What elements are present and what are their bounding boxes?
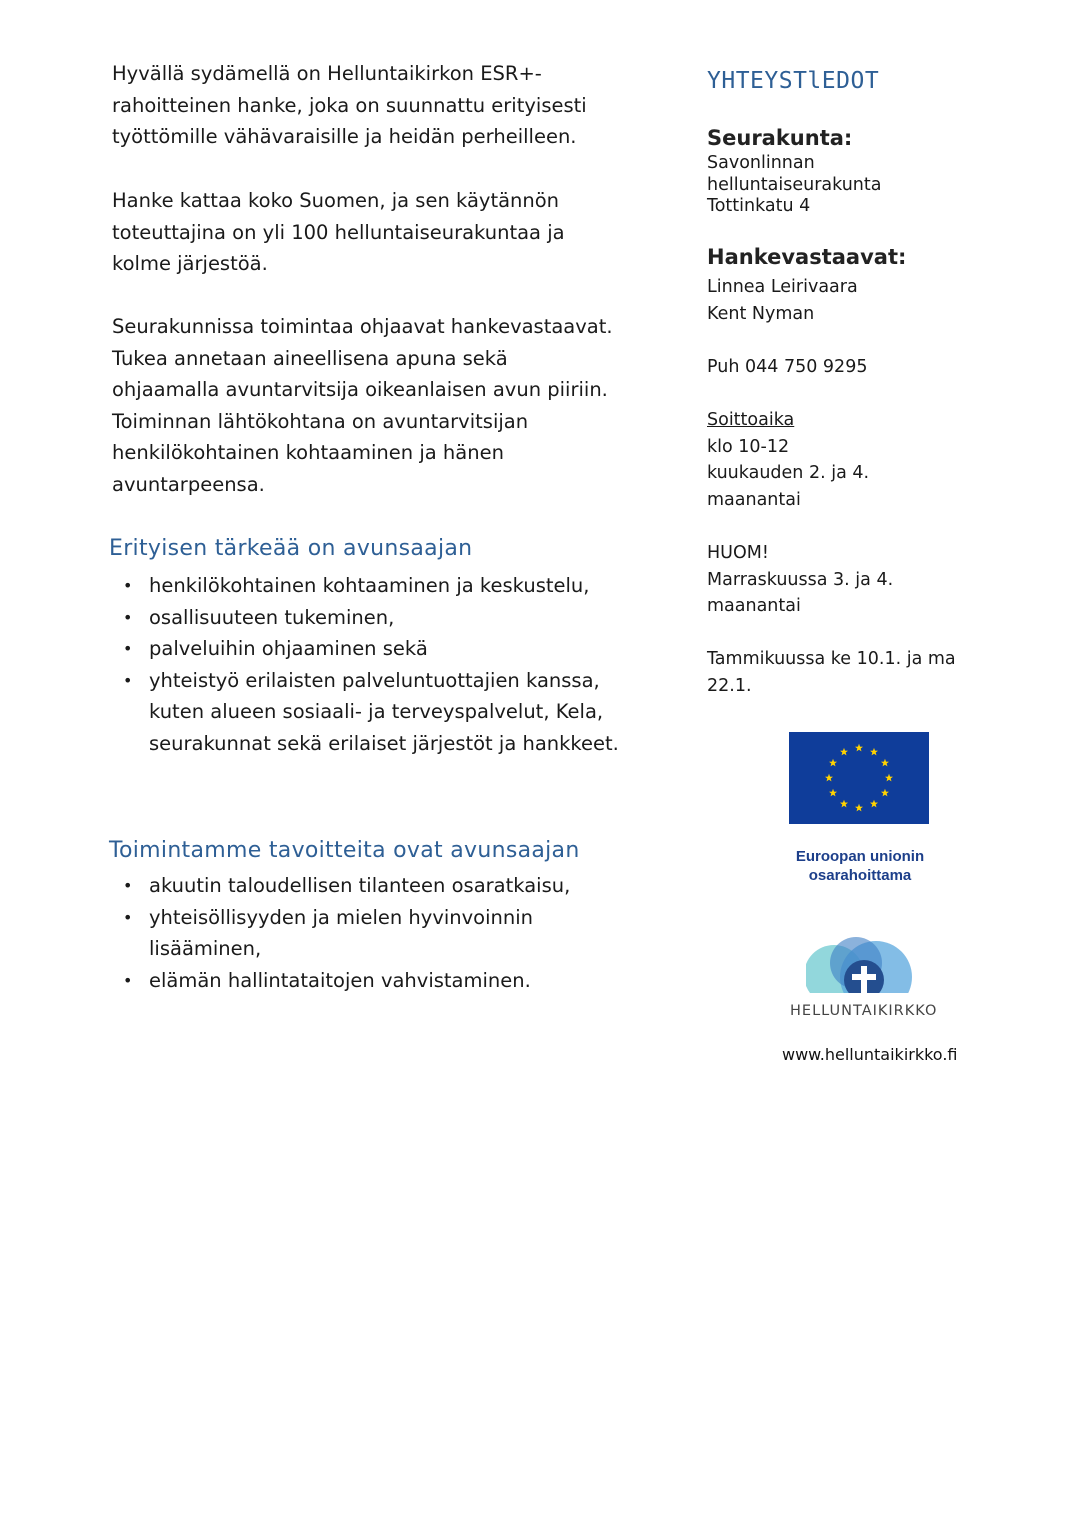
goals-list xyxy=(112,870,632,996)
list-item: • osallisuuteen tukeminen, xyxy=(112,602,632,634)
list-item: • yhteistyö erilaisten palveluntuottajien kanssa, kuten alueen sosiaali- ja terveyspalvelut, Kela, seurakunnat sekä erilaiset järjestöt ja hankkeet. xyxy=(112,665,632,760)
website-link[interactable]: www.helluntaikirkko.fi xyxy=(782,1045,958,1064)
church-name: HELLUNTAIKIRKKO xyxy=(790,1003,938,1019)
eu-flag-icon xyxy=(789,732,929,824)
phone-number[interactable]: Puh 044 750 9295 xyxy=(707,356,868,377)
section-heading-goals: Toimintamme tavoitteita ovat avunsaajan xyxy=(109,838,580,863)
managers-heading: Hankevastaavat: xyxy=(707,245,907,269)
eu-funding-text: Euroopan unionin osarahoittama xyxy=(795,848,925,884)
call-time-label: Soittoaika xyxy=(707,409,795,430)
activities-paragraph: Seurakunnissa toimintaa ohjaavat hankevastaavat. Tukea annetaan aineellisena apuna sekä ohjaamalla avuntarvitsija oikeanlaisen avun piiriin. Toiminnan lähtökohtana on avuntarvitsijan henkilökohtainen kohtaaminen ja hänen avuntarpeensa. xyxy=(112,315,613,496)
list-item: • palveluihin ohjaaminen sekä xyxy=(112,633,632,665)
manager-name: Linnea Leirivaara xyxy=(707,277,858,297)
contact-title: YHTEYSTlEDOT xyxy=(707,68,880,94)
important-list xyxy=(112,570,632,759)
congregation-heading: Seurakunta: xyxy=(707,126,853,150)
note-label: HUOM! xyxy=(707,542,769,563)
coverage-paragraph: Hanke kattaa koko Suomen, ja sen käytännön toteuttajina on yli 100 helluntaiseurakuntaa ja kolme järjestöä. xyxy=(112,189,565,275)
list-item: • akuutin taloudellisen tilanteen osaratkaisu, xyxy=(112,870,632,902)
list-item: • elämän hallintataitojen vahvistaminen. xyxy=(112,965,632,997)
helluntaikirkko-logo-icon xyxy=(806,933,916,993)
intro-paragraph: Hyvällä sydämellä on Helluntaikirkon ESR+- rahoitteinen hanke, joka on suunnattu erityisesti työttömille vähävaraisille ja heidän perheilleen. xyxy=(112,62,587,148)
contact-details: Linnea Leirivaara Kent Nyman Puh 044 750 9295 Soittoaika klo 10-12 kuukauden 2. ja 4. maanantai HUOM! Marraskuussa 3. ja 4. maanantai Tammikuussa ke 10.1. ja ma 22.1. xyxy=(707,274,956,700)
section-heading-important: Erityisen tärkeää on avunsaajan xyxy=(109,536,473,561)
congregation-address: Savonlinnan helluntaiseurakunta Tottinkatu 4 xyxy=(707,153,882,216)
list-item: • yhteisöllisyyden ja mielen hyvinvoinnin lisääminen, xyxy=(112,902,632,965)
list-item: • henkilökohtainen kohtaaminen ja keskustelu, xyxy=(112,570,632,602)
manager-name: Kent Nyman xyxy=(707,303,815,324)
